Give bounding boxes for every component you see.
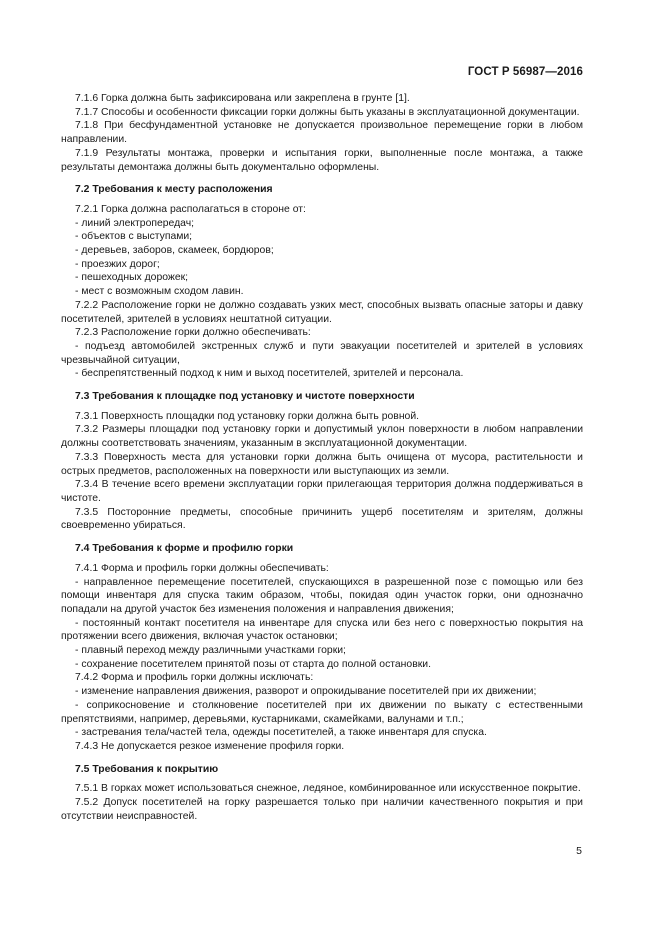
section-heading: 7.3 Требования к площадке под установку и чистоте поверхности (75, 391, 415, 403)
paragraph: 7.5.2 Допуск посетителей на горку разрешается только при наличии качественного покрытия и при отсутствии неисправностей. (61, 797, 583, 822)
paragraph: 7.3.2 Размеры площадки под установку горки и допустимый уклон поверхности в любом направлении должны соответствовать значениям, указанным в эксплуатационной документации. (61, 424, 583, 450)
list-item: - деревьев, заборов, скамеек, бордюров; (75, 245, 274, 257)
paragraph: 7.1.6 Горка должна быть зафиксирована или закреплена в грунте [1]. (75, 93, 410, 104)
paragraph: - беспрепятственный подход к ним и выход посетителей, зрителей и персонала. (75, 368, 464, 380)
paragraph: 7.2.2 Расположение горки не должно создавать узких мест, способных вызвать опасные заторы и давку посетителей, зрителей в условиях нештатной ситуации. (61, 299, 583, 325)
list-item: - объектов с выступами; (75, 231, 193, 243)
document-body (61, 92, 583, 823)
paragraph: - направленное перемещение посетителей, спускающихся в разрешенной позе с помощью или без помощи инвентаря для спуска таким образом, чтобы, покидая один участок горки, они однозначно попадали на другой участок без изменения положения и направления движения; (61, 576, 583, 615)
paragraph: 7.3.4 В течение всего времени эксплуатации горки прилегающая территория должна поддерживаться в чистоте. (61, 479, 583, 504)
page-number: 5 (576, 845, 582, 857)
paragraph: 7.1.8 При бесфундаментной установке не допускается произвольное перемещение горки в любом направлении. (61, 120, 583, 146)
section-heading: 7.4 Требования к форме и профилю горки (75, 543, 294, 555)
list-item: - линий электропередач; (75, 217, 194, 229)
paragraph: 7.5.1 В горках может использоваться снежное, ледяное, комбинированное или искусственное покрытие. (75, 783, 581, 795)
paragraph: 7.2.3 Расположение горки должно обеспечивать: (75, 327, 311, 339)
paragraph: 7.4.2 Форма и профиль горки должны исключать: (75, 672, 314, 684)
paragraph: 7.2.1 Горка должна располагаться в стороне от: (75, 203, 306, 215)
list-item: - сохранение посетителем принятой позы от старта до полной остановки. (75, 658, 431, 670)
section-heading: 7.5 Требования к покрытию (75, 763, 219, 775)
paragraph: 7.3.3 Поверхность места для установки горки должна быть очищена от мусора, растительности и острых предметов, расположенных на поверхности или выступающих из земли. (61, 451, 583, 477)
list-item: - проезжих дорог; (75, 258, 160, 270)
document-header: ГОСТ Р 56987—2016 (467, 66, 583, 78)
paragraph: 7.1.7 Способы и особенности фиксации горки должны быть указаны в эксплуатационной документации. (75, 106, 580, 118)
list-item: - пешеходных дорожек; (75, 272, 189, 284)
section-heading: 7.2 Требования к месту расположения (75, 184, 273, 196)
paragraph: - изменение направления движения, разворот и опрокидывание посетителей при их движении; (75, 686, 537, 698)
list-item: - плавный переход между различными участками горки; (75, 645, 346, 657)
paragraph: - соприкосновение и столкновение посетителей при их движении по выкату с естественными препятствиями, например, деревьями, кустарниками, скамейками, валунами и т.п.; (61, 699, 583, 725)
paragraph: 7.1.9 Результаты монтажа, проверки и испытания горки, выполненные после монтажа, а также результаты демонтажа должны быть документально оформлены. (61, 147, 583, 173)
list-item: - мест с возможным сходом лавин. (75, 286, 244, 298)
paragraph: 7.3.5 Посторонние предметы, способные причинить ущерб посетителям и зрителям, должны своевременно убираться. (61, 506, 583, 532)
paragraph: 7.4.3 Не допускается резкое изменение профиля горки. (75, 740, 345, 752)
paragraph: 7.3.1 Поверхность площадки под установку горки должна быть ровной. (75, 410, 420, 422)
paragraph: - застревания тела/частей тела, одежды посетителей, а также инвентаря для спуска. (75, 727, 487, 739)
paragraph: 7.4.1 Форма и профиль горки должны обеспечивать: (75, 562, 329, 574)
paragraph: - постоянный контакт посетителя на инвентаре для спуска или без него с поверхностью покрытия на протяжении всего движения, включая участок остановки; (61, 617, 583, 643)
paragraph: - подъезд автомобилей экстренных служб и пути эвакуации посетителей и зрителей в условиях чрезвычайной ситуации, (61, 340, 583, 366)
